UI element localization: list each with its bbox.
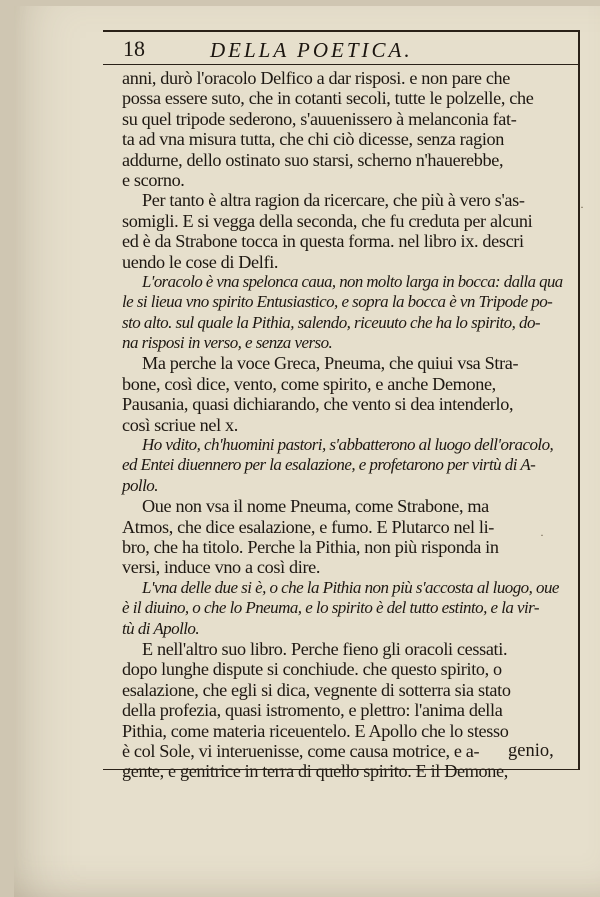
margin-mark: · [540, 528, 544, 542]
text-line: Atmos, che dice esalazione, e fumo. E Plutarco nel li- [122, 516, 494, 537]
text-line: della profezia, quasi istromento, e plettro: l'anima della [122, 700, 503, 721]
quotation-line: pollo. [122, 475, 158, 495]
text-line: E nell'altro suo libro. Perche fieno gli oracoli cessati. [142, 638, 508, 659]
text-line: Pithia, come materia riceuentelo. E Apollo che lo stesso [122, 720, 509, 741]
text-line: gente, e genitrice in terra di quello spirito. E il Demone, [122, 761, 508, 782]
text-line: dopo lunghe dispute si conchiude. che questo spirito, o [122, 659, 502, 680]
text-line: ta ad vna misura tutta, che chi ciò dicesse, senza ragion [122, 129, 505, 150]
text-line: ed è da Strabone tocca in questa forma. nel libro ix. descri [122, 231, 524, 252]
text-line: anni, durò l'oracolo Delfico a dar risposi. e non pare che [122, 68, 511, 88]
text-line: su quel tripode sederono, s'auuenissero à melanconia fat- [122, 108, 517, 129]
text-line: bro, che ha titolo. Perche la Pithia, non più risponda in [122, 536, 499, 557]
running-head: DELLA POETICA. [210, 38, 413, 62]
footer-rule [103, 769, 578, 770]
quotation-line: L'vna delle due si è, o che la Pithia non più s'accosta al luogo, oue [142, 577, 559, 597]
quotation-line: tù di Apollo. [122, 618, 200, 638]
quotation-line: le si lieua vno spirito Entusiastico, e sopra la bocca è vn Tripode po- [122, 292, 553, 312]
quotation-line: sto alto. sul quale la Pithia, salendo, riceuuto che ha lo spirito, do- [122, 312, 541, 332]
text-line: Oue non vsa il nome Pneuma, come Strabone, ma [142, 496, 489, 517]
header-rule-bottom [103, 64, 578, 65]
header-rule-top [103, 30, 578, 32]
text-line: bone, così dice, vento, come spirito, e anche Demone, [122, 373, 496, 394]
catchword: genio, [508, 741, 554, 761]
text-line: esalazione, che egli si dica, vegnente di sotterra sia stato [122, 679, 511, 700]
text-line: Ma perche la voce Greca, Pneuma, che quiui vsa Stra- [142, 353, 519, 374]
text-line: è col Sole, vi interuenisse, come causa motrice, e a- [122, 740, 480, 761]
quotation-line: na risposi in verso, e senza verso. [122, 333, 333, 353]
quotation-line: Ho vdito, ch'huomini pastori, s'abbatterono al luogo dell'oracolo, [142, 435, 554, 455]
text-line: addurne, dello ostinato suo starsi, scherno n'hauerebbe, [122, 149, 504, 170]
text-line: versi, induce vno a così dire. [122, 557, 321, 578]
text-line: uendo le cose di Delfi. [122, 251, 279, 272]
margin-mark: · [580, 200, 584, 214]
page-number: 18 [123, 36, 145, 61]
text-line: somigli. E si vegga della seconda, che fu creduta per alcuni [122, 210, 533, 231]
text-line: possa essere suto, che in cotanti secoli, tutte le polzelle, che [122, 88, 534, 109]
text-line: e scorno. [122, 169, 185, 190]
text-line: Per tanto è altra ragion da ricercare, che più à vero s'as- [142, 190, 525, 211]
page-body [122, 68, 568, 782]
quotation-line: L'oracolo è vna spelonca caua, non molto larga in bocca: dalla qua [142, 271, 563, 291]
text-line: così scriue nel x. [122, 414, 238, 435]
quotation-line: ed Entei diuennero per la esalazione, e profetarono per virtù di A- [122, 455, 536, 475]
text-line: Pausania, quasi dichiarando, che vento si dea intenderlo, [122, 394, 514, 415]
quotation-line: è il diuino, o che lo Pneuma, e lo spirito è del tutto estinto, e la vir- [122, 598, 540, 618]
